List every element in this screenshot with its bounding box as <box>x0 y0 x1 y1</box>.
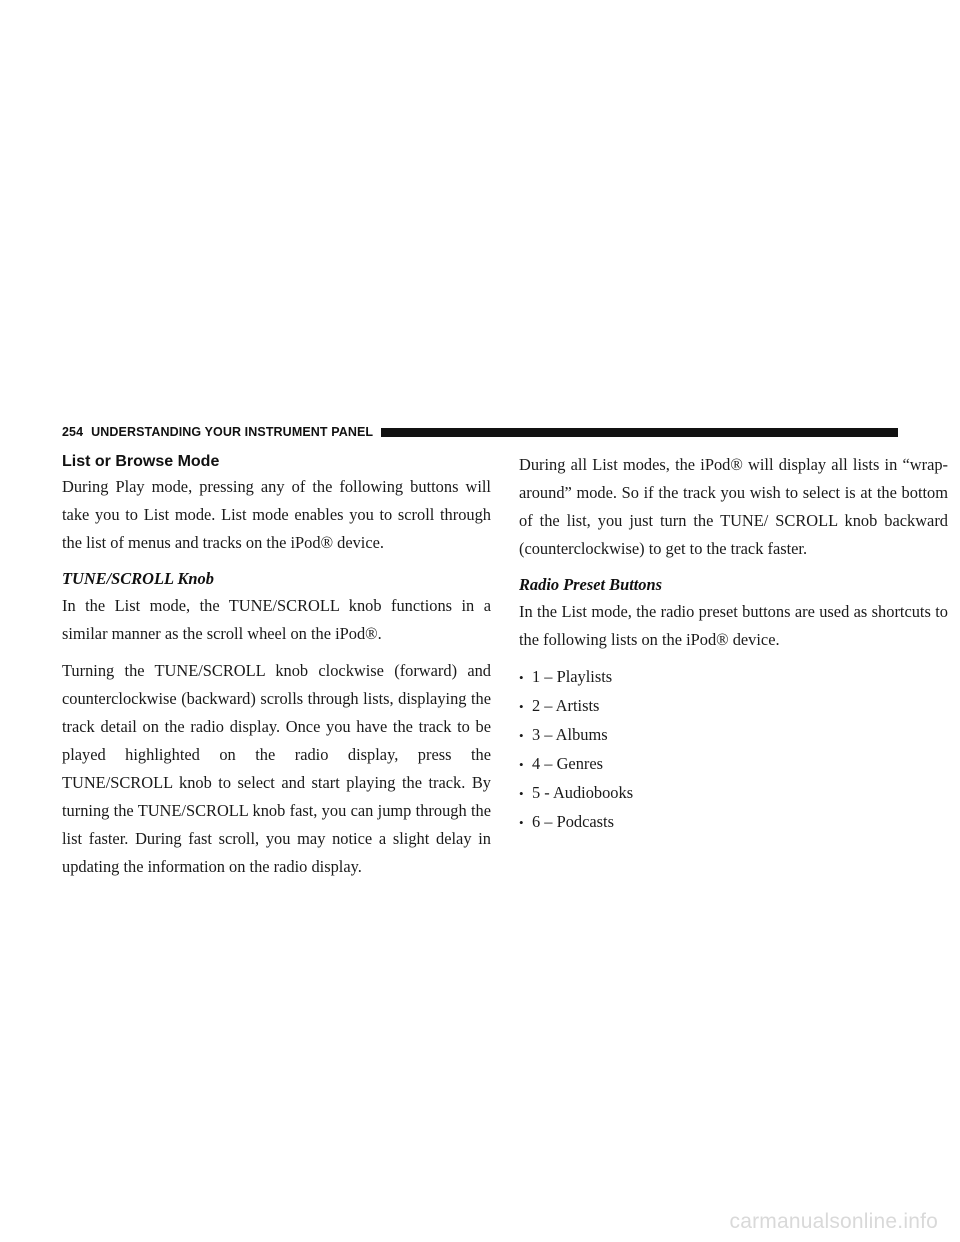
radio-preset-buttons-subheading: Radio Preset Buttons <box>519 575 662 594</box>
bullet-icon: • <box>519 786 524 801</box>
preset-shortcuts-paragraph: In the List mode, the radio preset buttons are used as shortcuts to the following lists on the iPod® device. <box>519 602 948 649</box>
list-item-text: 1 – Playlists <box>532 667 613 686</box>
left-column <box>62 451 491 890</box>
list-item <box>519 750 948 779</box>
bullet-icon: • <box>519 728 524 743</box>
list-item <box>519 692 948 721</box>
intro-paragraph: During Play mode, pressing any of the following buttons will take you to List mode. List mode enables you to scroll through the list of menus and tracks on the iPod® device. <box>62 477 491 552</box>
list-item-text: 3 – Albums <box>532 725 608 744</box>
page-header <box>62 424 898 440</box>
list-item-text: 5 - Audiobooks <box>532 783 634 802</box>
list-item <box>519 663 948 692</box>
list-item <box>519 779 948 808</box>
bullet-icon: • <box>519 815 524 830</box>
bullet-icon: • <box>519 670 524 685</box>
tune-scroll-paragraph-1: In the List mode, the TUNE/SCROLL knob functions in a similar manner as the scroll wheel on the iPod®. <box>62 596 491 643</box>
wrap-around-paragraph: During all List modes, the iPod® will display all lists in “wrap-around” mode. So if the track you wish to select is at the bottom of the list, you just turn the TUNE/ SCROLL knob backward (counterclockwise) to get to the track faster. <box>519 455 948 558</box>
header-rule <box>381 428 898 437</box>
preset-list <box>519 663 948 837</box>
list-item-text: 4 – Genres <box>532 754 604 773</box>
tune-scroll-paragraph-2: Turning the TUNE/SCROLL knob clockwise (forward) and counterclockwise (backward) scrolls through lists, displaying the track detail on the radio display. Once you have the track to be played highlighted on the radio display, press the TUNE/SCROLL knob to select and start playing the track. By turning the TUNE/SCROLL knob fast, you can jump through the list faster. During fast scroll, you may notice a slight delay in updating the information on the radio display. <box>62 661 491 876</box>
list-item <box>519 721 948 750</box>
tune-scroll-knob-subheading: TUNE/SCROLL Knob <box>62 569 214 588</box>
section-title: UNDERSTANDING YOUR INSTRUMENT PANEL <box>91 425 374 439</box>
list-item-text: 6 – Podcasts <box>532 812 614 831</box>
bullet-icon: • <box>519 699 524 714</box>
right-column <box>519 451 948 837</box>
bullet-icon: • <box>519 757 524 772</box>
list-item-text: 2 – Artists <box>532 696 600 715</box>
list-browse-mode-heading: List or Browse Mode <box>62 453 220 470</box>
watermark: carmanualsonline.info <box>729 1210 938 1233</box>
list-item <box>519 808 948 837</box>
page-number: 254 <box>62 425 84 439</box>
